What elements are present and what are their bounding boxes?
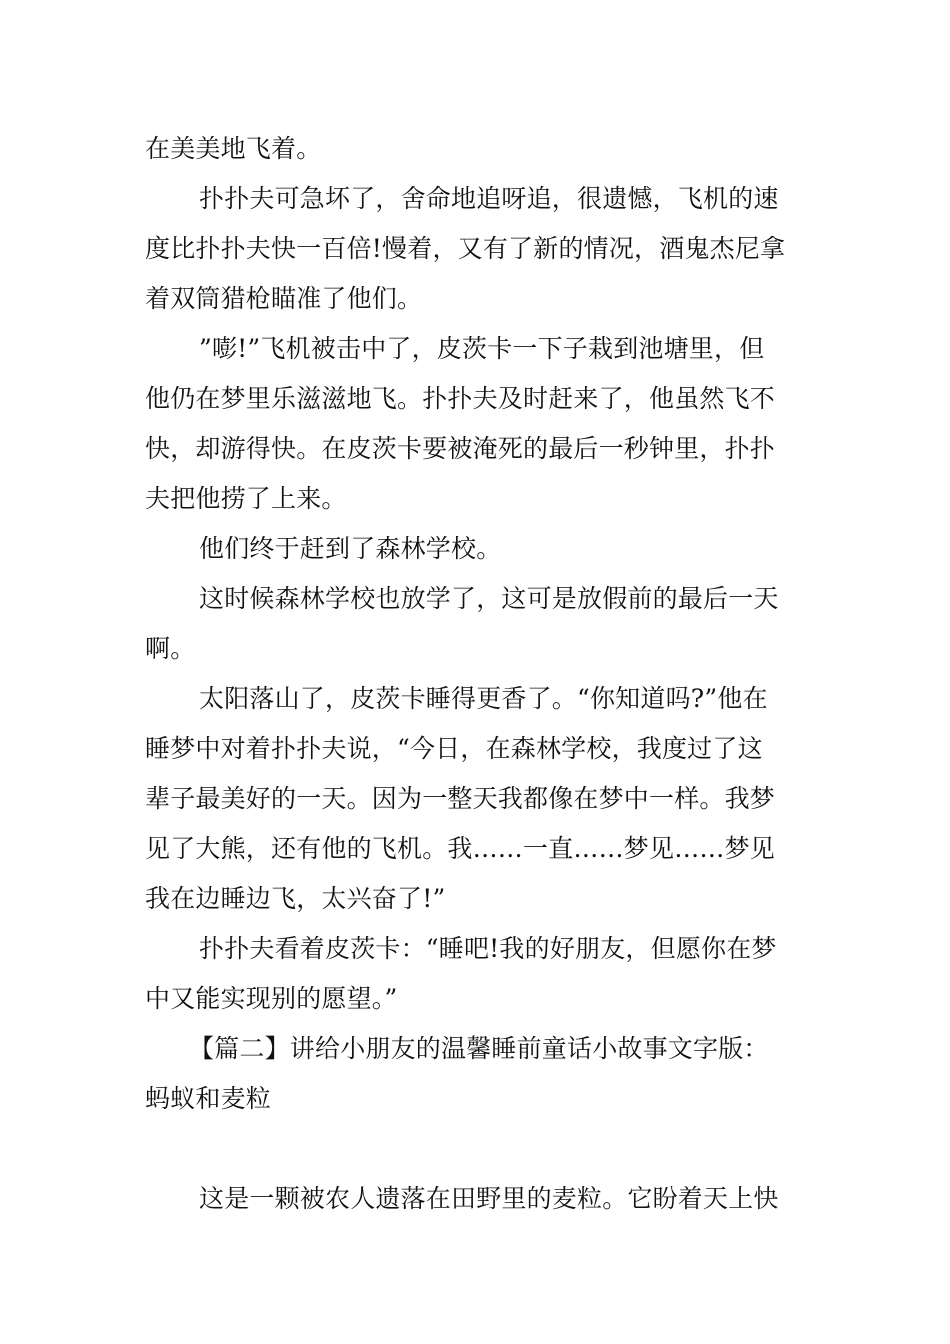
section-heading: 【篇二】讲给小朋友的温馨睡前童话小故事文字版：: [189, 1034, 769, 1063]
text-line: 太阳落山了，皮茨卡睡得更香了。“你知道吗?”他在: [199, 684, 768, 713]
text-line: 他仍在梦里乐滋滋地飞。扑扑夫及时赶来了，他虽然飞不: [145, 384, 776, 413]
text-line: 度比扑扑夫快一百倍!慢着，又有了新的情况，酒鬼杰尼拿: [145, 234, 786, 263]
text-line: 扑扑夫看着皮茨卡：“睡吧!我的好朋友，但愿你在梦: [199, 934, 777, 963]
text-line: 在美美地飞着。: [145, 134, 322, 163]
story-text: [145, 124, 810, 1224]
text-line: 着双筒猎枪瞄准了他们。: [145, 284, 423, 313]
text-line: 他们终于赶到了森林学校。: [199, 534, 502, 563]
section-heading-continued: 蚂蚁和麦粒: [145, 1084, 272, 1113]
text-line: 扑扑夫可急坏了，舍命地追呀追，很遗憾，飞机的速: [199, 184, 779, 213]
text-line: 夫把他捞了上来。: [145, 484, 347, 513]
text-line: 睡梦中对着扑扑夫说，“今日，在森林学校，我度过了这: [145, 734, 763, 763]
text-line: 见了大熊，还有他的飞机。我……一直……梦见……梦见: [145, 834, 776, 863]
text-line: 这是一颗被农人遗落在田野里的麦粒。它盼着天上快: [199, 1184, 779, 1213]
text-line: 快，却游得快。在皮茨卡要被淹死的最后一秒钟里，扑扑: [145, 434, 776, 463]
text-line: 啊。: [145, 634, 196, 663]
text-line: ”嘭!”飞机被击中了，皮茨卡一下子栽到池塘里，但: [199, 334, 765, 363]
text-line: 这时候森林学校也放学了，这可是放假前的最后一天: [199, 584, 779, 613]
text-line: 我在边睡边飞，太兴奋了!”: [145, 884, 446, 913]
blank-line: [145, 1124, 810, 1174]
text-line: 中又能实现别的愿望。”: [145, 984, 398, 1013]
text-line: 辈子最美好的一天。因为一整天我都像在梦中一样。我梦: [145, 784, 776, 813]
